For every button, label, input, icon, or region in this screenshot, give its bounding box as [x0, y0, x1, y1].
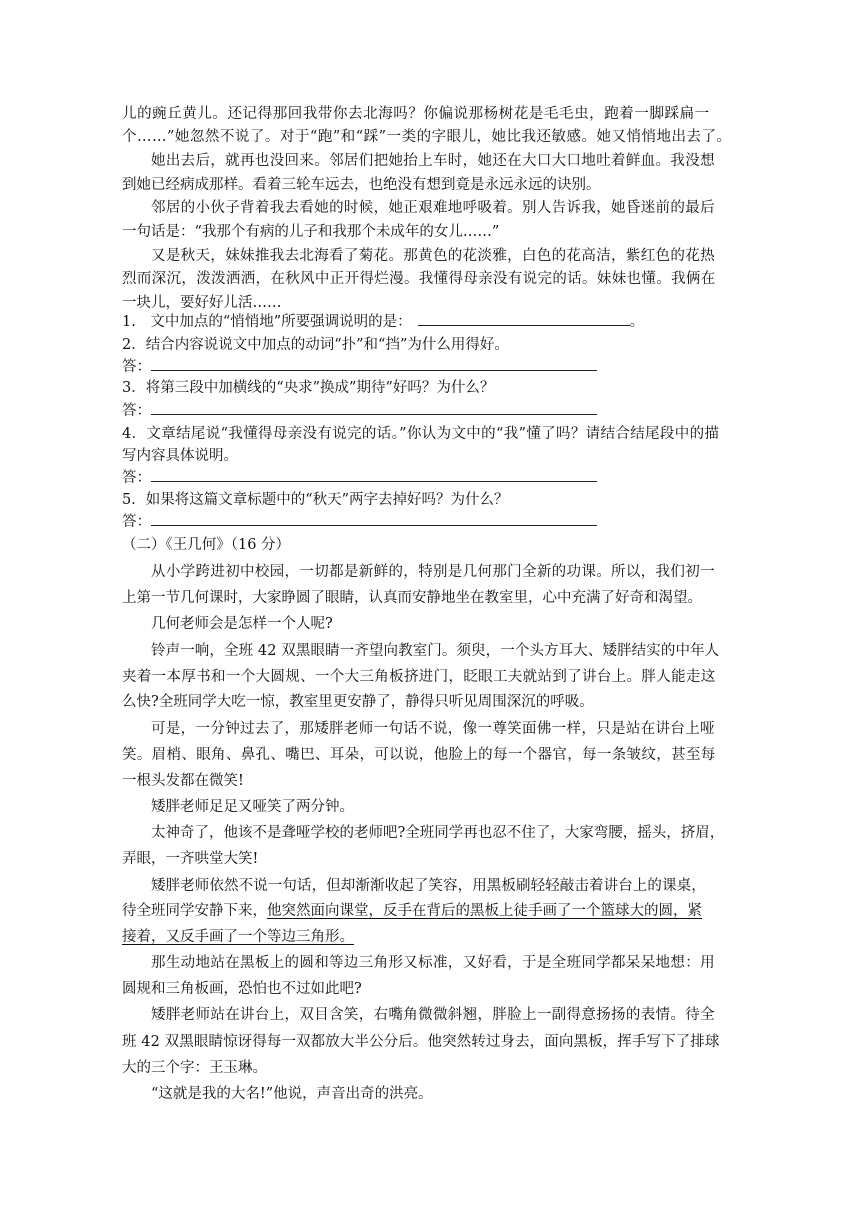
- answer-row-4: [122, 468, 597, 488]
- paragraph-line: 儿的豌丘黄儿。还记得那回我带你去北海吗？你偏说那杨树花是毛毛虫，跑着一脚踩扁一: [122, 106, 710, 122]
- answer-label: 答：: [122, 403, 151, 419]
- paragraph-line: 圆规和三角板画，恐怕也不过如此吧?: [122, 981, 362, 997]
- paragraph-line: 一句话是：“我那个有病的儿子和我那个未成年的女儿……”: [122, 224, 500, 240]
- paragraph-line: 太神奇了，他该不是聋哑学校的老师吧?全班同学再也忍不住了，大家弯腰，摇头，挤眉，: [151, 825, 725, 841]
- answer-line[interactable]: [151, 358, 597, 371]
- question-3: 3．将第三段中加横线的“央求”换成”期待”好吗？为什么？: [122, 380, 495, 396]
- paragraph-line: 烈而深沉，泼泼洒洒，在秋风中正开得烂漫。我懂得母亲没有说完的话。妹妹也懂。我俩在: [122, 271, 716, 287]
- sentence-plain: 待全班同学安静下来，: [122, 903, 267, 919]
- question-1: [122, 312, 644, 332]
- question-2: 2．结合内容说说文中加点的动词“扑”和“挡”为什么用得好。: [122, 337, 509, 353]
- answer-row-5: [122, 512, 597, 532]
- answer-row-3: [122, 401, 597, 421]
- answer-label: 答：: [122, 470, 151, 486]
- question-4-line2: 写内容具体说明。: [122, 448, 238, 464]
- paragraph-line: 上第一节几何课时，大家睁圆了眼睛，认真而安静地坐在教室里，心中充满了好奇和渴望。: [122, 590, 702, 606]
- paragraph-line: 夹着一本厚书和一个大圆规、一个大三角板挤进门，眨眼工夫就站到了讲台上。胖人能走这: [122, 669, 716, 685]
- paragraph-line: 矮胖老师足足又哑笑了两分钟。: [151, 799, 354, 815]
- paragraph-line: 那生动地站在黑板上的圆和等边三角形又标准，又好看，于是全班同学都呆呆地想：用: [151, 955, 715, 971]
- paragraph-line: 笑。眉梢、眼角、鼻孔、嘴巴、耳朵，可以说，他脸上的每一个器官，每一条皱纹，甚至每: [122, 747, 716, 763]
- answer-label: 答：: [122, 359, 151, 375]
- paragraph-line: 班 42 双黑眼睛惊讶得每一双都放大半公分后。他突然转过身去，面向黑板，挥手写下了排球: [122, 1034, 720, 1050]
- question-5: 5．如果将这篇文章标题中的“秋天”两字去掉好吗？为什么？: [122, 492, 509, 508]
- paragraph-line: 么快?全班同学大吃一惊，教室里更安静了，静得只听见周围深沉的呼吸。: [122, 694, 594, 710]
- paragraph-line: 她出去后，就再也没回来。邻居们把她抬上车时，她还在大口大口地吐着鲜血。我没想: [151, 153, 715, 169]
- answer-row-2: [122, 357, 597, 377]
- paragraph-line: 弄眼，一齐哄堂大笑!: [122, 851, 259, 867]
- answer-label: 答：: [122, 514, 151, 530]
- paragraph-line: 个……”她忽然不说了。对于“跑”和“踩”一类的字眼儿，她比我还敏感。她又悄悄地出去了。: [122, 129, 732, 145]
- paragraph-line: 从小学跨进初中校园，一切都是新鲜的，特别是几何那门全新的功课。所以，我们初一: [151, 564, 715, 580]
- answer-blank[interactable]: [418, 313, 630, 326]
- paragraph-line: 矮胖老师依然不说一句话，但却渐渐收起了笑容，用黑板刷轻轻敲击着讲台上的课桌，: [151, 878, 706, 894]
- paragraph-line: 铃声一响，全班 42 双黑眼睛一齐望向教室门。须臾，一个头方耳大、矮胖结实的中年人: [151, 643, 720, 659]
- underlined-sentence-end: 接着，又反手画了一个等边三角形。: [122, 929, 354, 945]
- section-heading: （二）《王几何》（16 分）: [122, 537, 291, 553]
- paragraph-line: 又是秋天，妹妹推我去北海看了菊花。那黄色的花淡雅，白色的花高洁，紫红色的花热: [151, 248, 715, 264]
- answer-line[interactable]: [151, 513, 597, 526]
- underlined-sentence: 他突然面向课堂，反手在背后的黑板上徒手画了一个篮球大的圆，紧: [267, 903, 702, 919]
- question-1-end: 。: [629, 314, 645, 330]
- paragraph-line: 大的三个字：王玉琳。: [122, 1060, 267, 1076]
- paragraph-line: 几何老师会是怎样一个人呢?: [151, 616, 333, 632]
- paragraph-line: 可是，一分钟过去了，那矮胖老师一句话不说，像一尊笑面佛一样，只是站在讲台上哑: [151, 721, 715, 737]
- paragraph-line: [122, 927, 354, 947]
- question-4-line1: 4．文章结尾说“我懂得母亲没有说完的话。”你认为文中的“我”懂了吗？请结合结尾段中的描: [122, 426, 720, 442]
- answer-line[interactable]: [151, 402, 597, 415]
- paragraph-line: 一块儿，要好好儿活……: [122, 295, 282, 311]
- paragraph-line: 邻居的小伙子背着我去看她的时候，她正艰难地呼吸着。别人告诉我，她昏迷前的最后: [151, 200, 715, 216]
- paragraph-line: “这就是我的大名!”他说，声音出奇的洪亮。: [151, 1086, 433, 1102]
- paragraph-line: 一根头发都在微笑!: [122, 773, 244, 789]
- answer-line[interactable]: [151, 469, 597, 482]
- question-1-text: 1. 文中加点的“悄悄地”所要强调说明的是：: [122, 314, 412, 330]
- paragraph-line: 矮胖老师站在讲台上，双目含笑，右嘴角微微斜翘，胖脸上一副得意扬扬的表情。待全: [151, 1007, 715, 1023]
- paragraph-line: 到她已经病成那样。看着三轮车远去，也绝没有想到竟是永远永远的诀别。: [122, 177, 601, 193]
- paragraph-line: [122, 901, 702, 921]
